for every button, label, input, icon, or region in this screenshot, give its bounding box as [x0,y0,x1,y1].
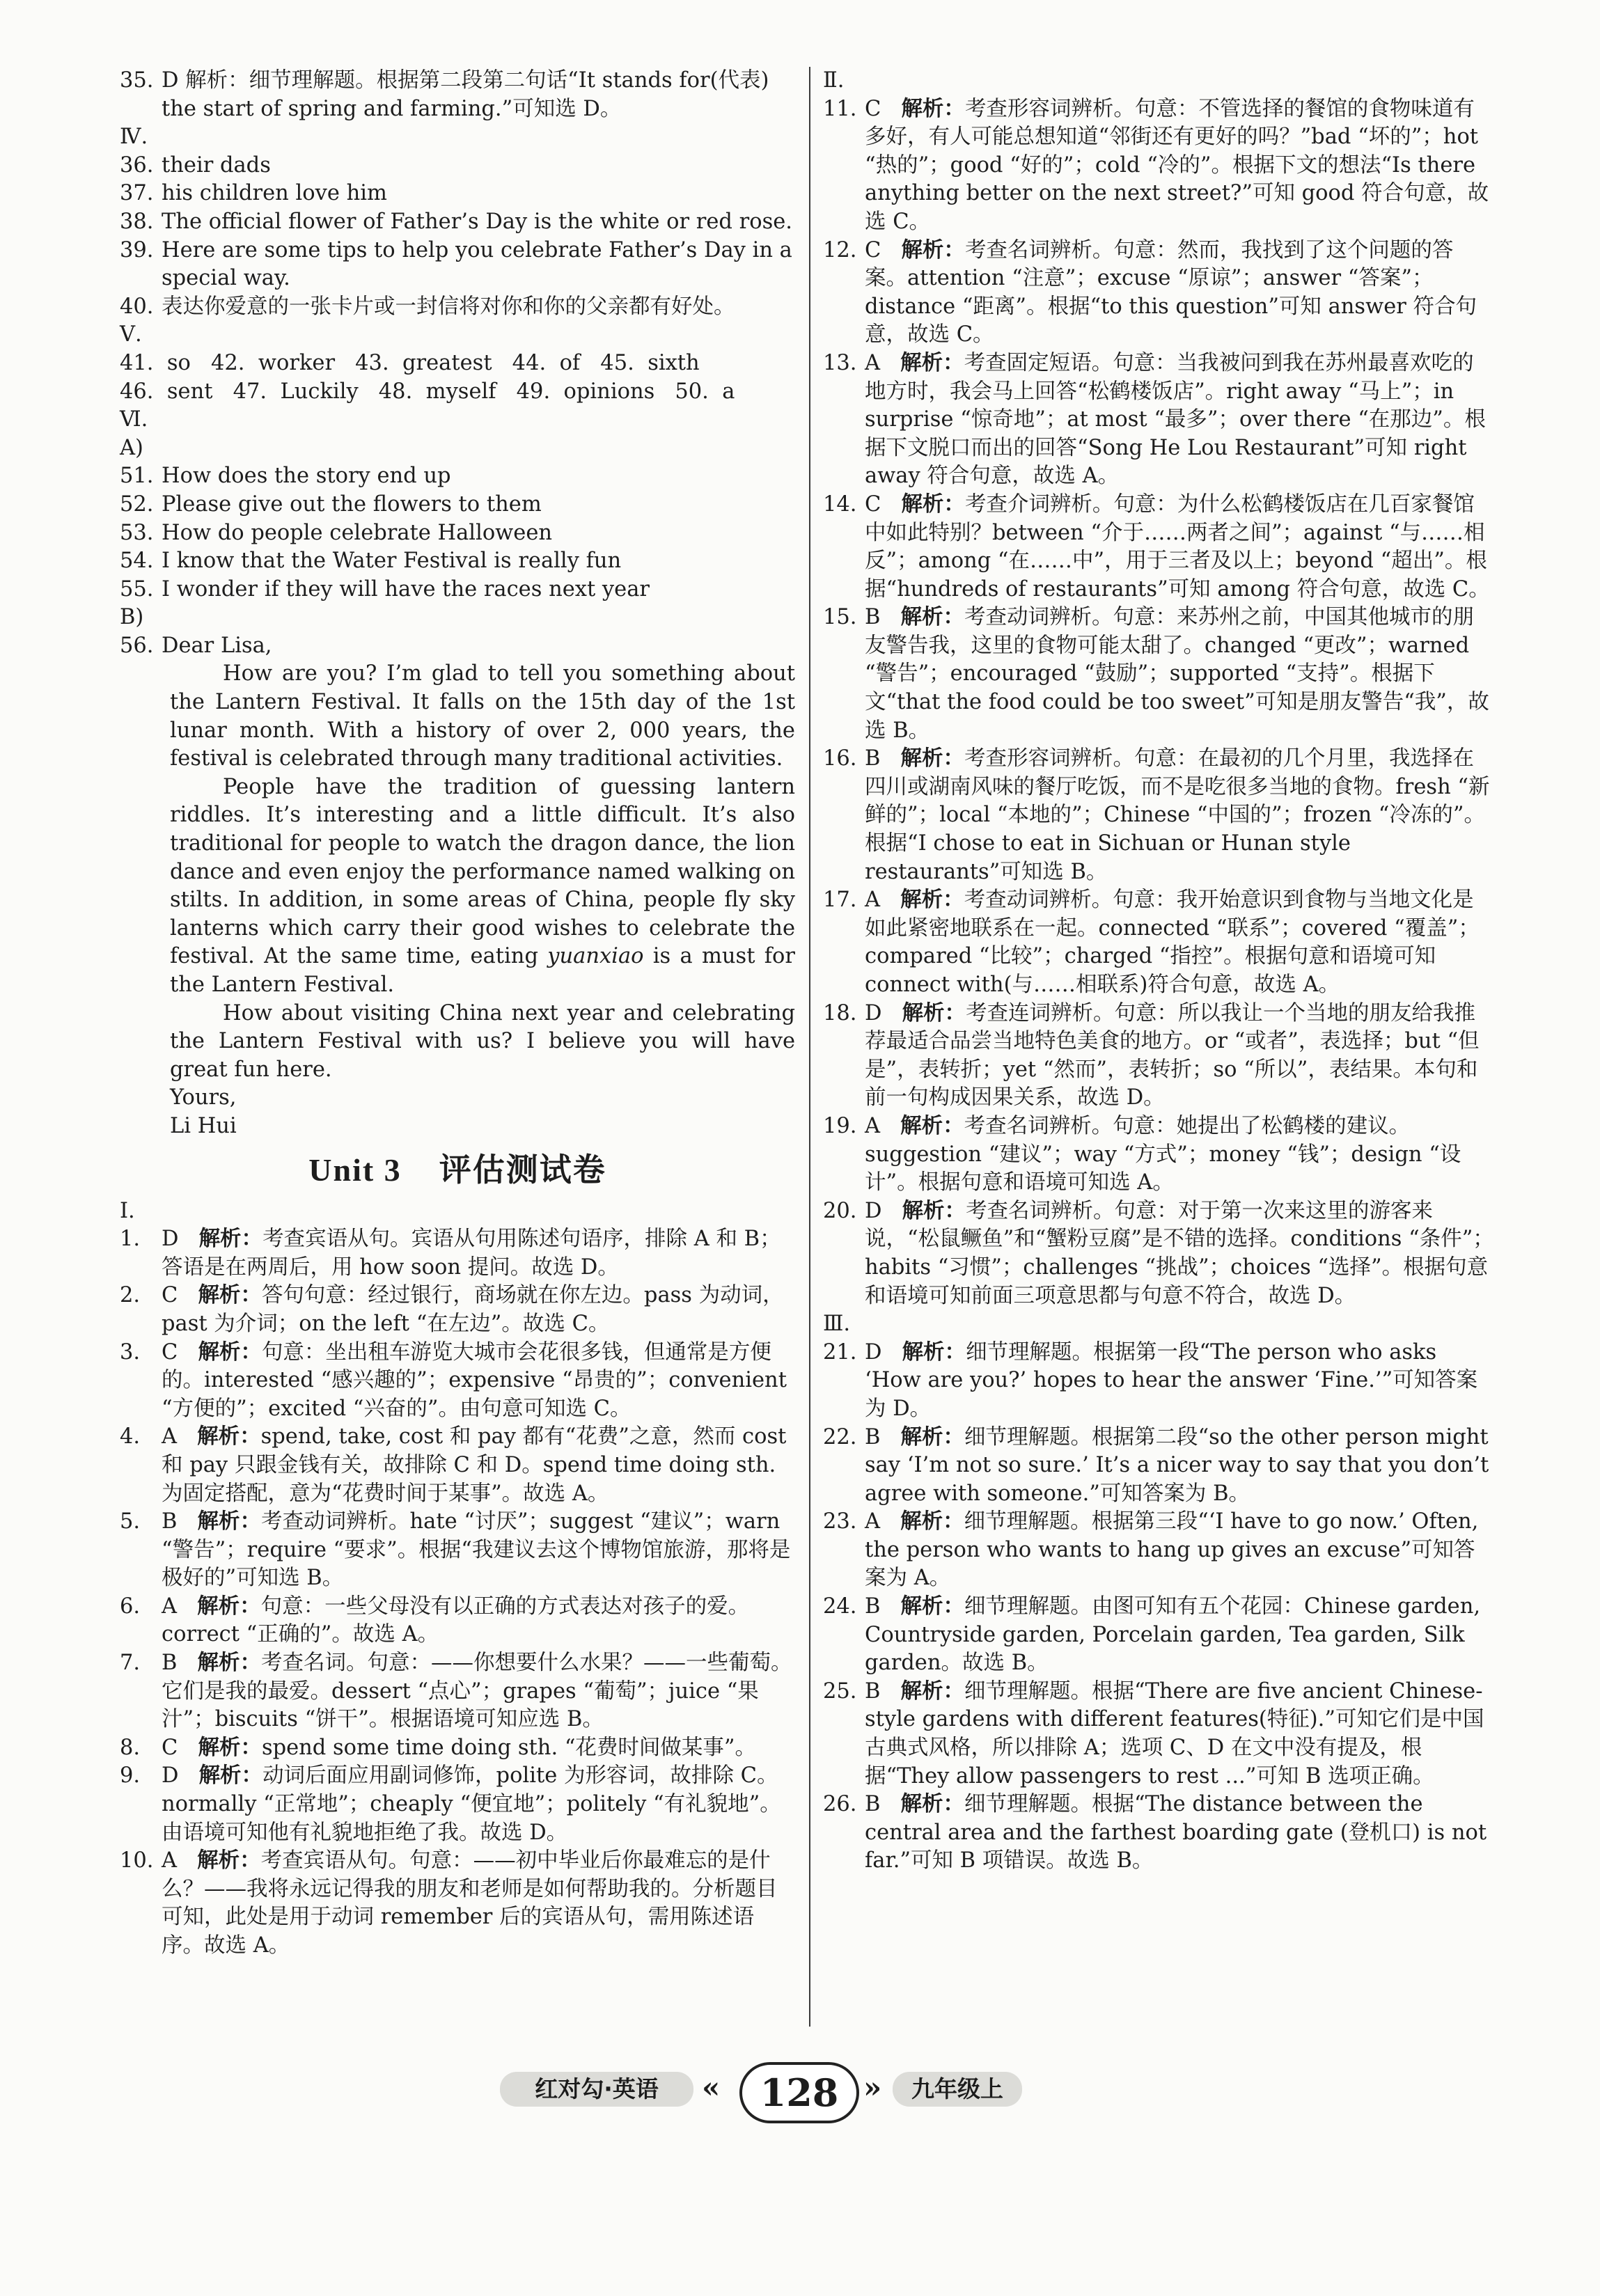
section-heading: Ⅳ. [120,125,148,150]
answer-explanation [120,1734,795,1763]
unit-title-en: Unit 3 [308,1151,402,1188]
letter-greeting: Dear Lisa, [162,633,272,658]
explanation-text: 考查形容词辨析。句意：在最初的几个月里，我选择在四川或湖南风味的餐厅吃饭，而不是吃很多当地的食物。fresh “新鲜的”；local “本地的”；Chinese “中国的”；frozen “冷冻的”。根据“I chose to eat in Sichuan or Hunan style restaurants”可知选 B。 [865,746,1490,884]
answer-number: 11. [823,96,857,121]
letter-body [120,660,795,1140]
answer-text: D 解析：细节理解题。根据第二段第二句话“It stands for(代表) the start of spring and farming.”可知选 D。 [162,68,769,121]
answer-choice: B [865,605,881,630]
section-heading: Ⅵ. [120,407,148,432]
answer-choice: B [865,1678,881,1704]
answer-number: 37. [120,181,154,206]
explanation-label: 解析： [197,1651,262,1676]
explanation-label: 解析： [197,1509,262,1534]
answer-35 [120,67,795,123]
answer-text: Here are some tips to help you celebrate Father’s Day in a special way. [162,237,792,291]
answer-52 [120,491,795,519]
answer-choice: C [162,1339,178,1365]
answer-number: 25. [823,1678,857,1704]
answer-number: 9. [120,1763,141,1788]
unit-title-cn: 评估测试卷 [439,1150,606,1188]
explanation-text: 句意：一些父母没有以正确的方式表达对孩子的爱。correct “正确的”。故选 A。 [162,1594,750,1647]
subsection-heading: B) [120,605,144,630]
explanation-label: 解析： [901,492,965,517]
answer-number: 17. [823,888,857,913]
answer-choice: D [865,1000,882,1025]
explanation-text: 考查名词辨析。句意：对于第一次来这里的游客来说，“松鼠鳜鱼”和“蟹粉豆腐”是不错的选择。conditions “条件”；habits “习惯”；challenges “挑战”；choices “选择”。根据句意和语境可知前面三项意思都与句意不符合，故选 D。 [865,1198,1494,1308]
answer-55 [120,576,795,604]
answer-number: 8. [120,1735,141,1760]
answer-number: 1. [120,1227,141,1252]
answer-explanation [823,1678,1495,1791]
explanation-label: 解析： [900,1509,964,1534]
answer-number: 52. [120,492,154,517]
explanation-text: 细节理解题。根据第一段“The person who asks ‘How are you?’ hopes to hear the answer ‘Fine.’”可知答案为 D。 [865,1339,1478,1421]
explanation-label: 解析： [900,746,965,771]
letter-italic-word: yuanxiao [547,944,644,969]
answer-choice: B [162,1651,178,1676]
right-column [823,67,1495,1876]
answer-choice: C [865,237,881,262]
answer-explanation [823,1508,1495,1593]
explanation-label: 解析： [901,237,965,262]
explanation-label: 解析： [901,96,965,121]
answer-choice: C [865,96,881,121]
answer-explanation [823,237,1495,349]
page-footer [0,2066,1600,2115]
answer-54 [120,547,795,576]
explanation-label: 解析： [902,1339,966,1365]
answer-choice: B [162,1509,178,1534]
answer-number: 26. [823,1792,857,1817]
answer-number: 51. [120,464,154,489]
answer-explanation [823,95,1495,237]
answer-explanation [120,1593,795,1649]
unit-title [120,1149,795,1190]
answer-explanation [823,491,1495,604]
answer-number: 10. [120,1848,154,1873]
answer-number: 15. [823,605,857,630]
explanation-text: 考查名词。句意：——你想要什么水果？——一些葡萄。它们是我的最爱。dessert “点心”；grapes “葡萄”；juice “果汁”；biscuits “饼干”。根据语境可知应选 B。 [162,1651,792,1732]
answer-explanation [823,1424,1495,1509]
explanation-label: 解析： [900,1113,964,1138]
explanation-label: 解析： [198,1283,262,1308]
explanation-label: 解析： [900,1594,965,1619]
answer-number: 55. [120,576,154,601]
answer-choice: B [865,1792,881,1817]
letter-closing: Yours, [170,1085,237,1110]
answer-number: 20. [823,1198,857,1223]
answer-number: 18. [823,1000,857,1025]
section-heading: Ⅴ. [120,322,142,347]
answer-explanation [823,1112,1495,1197]
answer-number: 38. [120,209,154,234]
answer-choice: B [865,1424,881,1449]
answer-explanation [823,886,1495,999]
answer-choice: A [162,1848,178,1873]
answer-40 [120,293,795,322]
explanation-text: 考查宾语从句。句意：——初中毕业后你最难忘的是什么？——我将永远记得我的朋友和老师是如何帮助我的。分析题目可知，此处是用于动词 remember 后的宾语从句，需用陈述语序。故选 A。 [162,1848,778,1958]
explanation-label: 解析： [900,1424,965,1449]
answer-explanation [823,1593,1495,1678]
chevron-right-icon: » [863,2070,882,2105]
explanation-label: 解析： [197,1424,261,1449]
answer-number: 5. [120,1509,141,1534]
section-heading: Ⅱ. [823,68,845,93]
answer-explanation [120,1847,795,1960]
answer-text: their dads [162,152,271,178]
answer-explanation [823,745,1495,886]
answer-number: 21. [823,1339,857,1365]
answer-51 [120,462,795,491]
explanation-text: 考查名词辨析。句意：她提出了松鹤楼的建议。suggestion “建议”；way “方式”；money “钱”；design “设计”。根据句意和语境可知选 A。 [865,1113,1461,1195]
page-number: 128 [739,2062,859,2123]
explanation-text: spend some time doing sth. “花费时间做某事”。 [261,1735,757,1760]
explanation-label: 解析： [900,1792,965,1817]
answer-text: How does the story end up [162,464,451,489]
explanation-text: 动词后面应用副词修饰，polite 为形容词，故排除 C。normally “正常地”；cheaply “便宜地”；politely “有礼貌地”。由语境可知他有礼貌地拒绝了我。故选 D。 [162,1763,781,1845]
explanation-label: 解析： [198,1763,263,1788]
answer-37 [120,180,795,208]
answer-explanation [823,349,1495,491]
answer-explanation [120,1282,795,1338]
answer-number: 23. [823,1509,857,1534]
answer-53 [120,519,795,548]
answer-choice: A [865,1509,881,1534]
letter-text: is a must for the Lantern Festival. [170,944,795,997]
answer-number: 6. [120,1594,141,1619]
explanation-text: 细节理解题。根据“The distance between the central area and the farthest boarding gate (登机口) is not far.”可知 B 项错误。故选 B。 [865,1792,1487,1873]
answer-number: 24. [823,1594,857,1619]
answer-explanation [120,1225,795,1282]
answer-text: I wonder if they will have the races next year [162,576,650,601]
answer-number: 2. [120,1283,141,1308]
explanation-label: 解析： [198,1227,263,1252]
answer-choice: B [865,1594,881,1619]
answer-text: How do people celebrate Halloween [162,520,553,545]
answer-36 [120,152,795,180]
explanation-text: 细节理解题。根据第三段“‘I have to go now.’ Often, the person who wants to hang up gives an excuse”可知答案为 A。 [865,1509,1479,1591]
answer-choice: A [865,888,881,913]
answer-number: 39. [120,237,154,262]
answer-number: 13. [823,350,857,375]
answer-39 [120,237,795,293]
answer-choice: C [865,492,881,517]
answer-number: 14. [823,492,857,517]
explanation-text: 考查动词辨析。句意：来苏州之前，中国其他城市的朋友警告我，这里的食物可能太甜了。changed “更改”；warned “警告”；encouraged “鼓励”；supported “支持”。根据下文“that the food could be too sweet”可知是朋友警告“我”，故选 B。 [865,605,1489,743]
answer-number: 16. [823,746,857,771]
answer-explanation [823,1000,1495,1112]
explanation-text: 句意：坐出租车游览大城市会花很多钱，但通常是方便的。interested “感兴趣的”；expensive “昂贵的”；convenient “方便的”；excited “兴奋的”。由句意可知选 C。 [162,1339,787,1421]
chevron-left-icon: « [702,2070,721,2105]
explanation-label: 解析： [900,605,965,630]
explanation-text: 考查形容词辨析。句意：不管选择的餐馆的食物味道有多好，有人可能总想知道“邻街还有更好的吗？”bad “坏的”；hot “热的”；good “好的”；cold “冷的”。根据下文的想法“Is there anything better on the next street?”可知 good 符合句意，故选 C。 [865,96,1489,234]
explanation-text: 考查介词辨析。句意：为什么松鹤楼饭店在几百家餐馆中如此特别？between “介于……两者之间”；against “与……相反”；among “在……中”，用于三者及以上；beyond “超出”。根据“hundreds of restaurants”可知 among 符合句意，故选 C。 [865,492,1490,601]
subsection-heading: A) [120,435,143,460]
answer-choice: D [865,1198,882,1223]
column-divider [809,67,810,2027]
answer-text: The official flower of Father’s Day is the white or red rose. [162,209,792,234]
explanation-text: 考查固定短语。句意：当我被问到我在苏州最喜欢吃的地方时，我会马上回答“松鹤楼饭店”。right away “马上”；in surprise “惊奇地”；at most “最多”；over there “在那边”。根据下文脱口而出的回答“Song He Lou Restaurant”可知 right away 符合句意，故选 A。 [865,350,1486,489]
answer-list [120,1225,795,1960]
answer-number: 22. [823,1424,857,1449]
section-heading: Ⅰ. [120,1198,135,1223]
answer-text: I know that the Water Festival is really fun [162,549,622,574]
letter-paragraph-2 [170,773,795,1000]
explanation-text: 考查动词辨析。hate “讨厌”；suggest “建议”；warn “警告”；require “要求”。根据“我建议去这个博物馆旅游，那将是极好的”可知选 B。 [162,1509,791,1591]
explanation-text: 考查动词辨析。句意：我开始意识到食物与当地文化是如此紧密地联系在一起。connected “联系”；covered “覆盖”；compared “比较”；charged “指控”。根据句意和语境可知 connect with(与……相联系)符合句意，故选 A。 [865,888,1480,997]
answer-text: 表达你爱意的一张卡片或一封信将对你和你的父亲都有好处。 [162,294,735,319]
answer-text: Please give out the flowers to them [162,492,542,517]
explanation-label: 解析： [900,1678,965,1704]
answer-choice: A [162,1594,178,1619]
left-column [120,67,795,1960]
section-heading: Ⅲ. [823,1312,851,1337]
answer-explanation [823,1197,1495,1310]
explanation-text: 细节理解题。由图可知有五个花园：Chinese garden, Countryside garden, Porcelain garden, Tea garden, Silk garden。故选 B。 [865,1594,1481,1676]
answer-number: 35. [120,68,154,93]
answer-number: 54. [120,549,154,574]
answer-38 [120,208,795,237]
answer-explanation [120,1508,795,1593]
grade-badge: 九年级上 [893,2072,1022,2107]
answer-explanation [120,1762,795,1847]
explanation-label: 解析： [900,350,964,375]
explanation-label: 解析： [197,1848,261,1873]
answer-number: 12. [823,237,857,262]
book-title-badge: 红对勾·英语 [500,2072,693,2107]
answer-choice: B [865,746,881,771]
answer-choice: D [162,1763,179,1788]
answer-text: his children love him [162,181,387,206]
explanation-label: 解析： [198,1339,262,1365]
answer-56 [120,632,795,661]
letter-text: People have the tradition of guessing lantern riddles. It’s interesting and a little difficult. It’s also traditional for people to watch the dragon dance, the lion dance and even enjoy the performance named walking on stilts. In addition, in some areas of China, people fly sky lanterns which carry their good wishes to celebrate the festival. At the same time, eating [170,774,795,969]
answer-number: 19. [823,1113,857,1138]
explanation-text: 考查宾语从句。宾语从句用陈述句语序，排除 A 和 B；答语是在两周后，用 how soon 提问。故选 D。 [162,1227,781,1280]
explanation-text: 答句句意：经过银行，商场就在你左边。pass 为动词，past 为介词；on the left “在左边”。故选 C。 [162,1283,784,1336]
answer-row-46-50: 46. sent 47. Luckily 48. myself 49. opinions 50. a [120,379,735,404]
answer-choice: A [865,350,881,375]
answer-choice: A [162,1424,178,1449]
answer-row-41-45: 41. so 42. worker 43. greatest 44. of 45. sixth [120,350,700,375]
explanation-label: 解析： [902,1198,966,1223]
letter-paragraph-1: How are you? I’m glad to tell you something about the Lantern Festival. It falls on the 15th day of the 1st lunar month. With a history of over 2, 000 years, the festival is celebrated through many traditional activities. [170,661,795,771]
explanation-text: spend, take, cost 和 pay 都有“花费”之意，然而 cost 和 pay 只跟金钱有关，故排除 C 和 D。spend time doing sth. 为固定搭配，意为“花费时间于某事”。故选 A。 [162,1424,787,1506]
answer-choice: C [162,1735,178,1760]
answer-choice: D [162,1227,179,1252]
answer-number: 40. [120,294,154,319]
answer-number: 3. [120,1339,141,1365]
answer-explanation [823,604,1495,745]
letter-signature: Li Hui [170,1113,237,1138]
explanation-label: 解析： [900,888,964,913]
explanation-text: 细节理解题。根据“There are five ancient Chinese-style gardens with different features(特征).”可知它们是中国古典式风格，所以排除 A；选项 C、D 在文中没有提及，根据“They allow passengers to rest ...”可知 B 选项正确。 [865,1678,1484,1788]
answer-list [823,1339,1495,1876]
answer-explanation [120,1339,795,1424]
answer-number: 7. [120,1651,141,1676]
explanation-label: 解析： [197,1594,261,1619]
answer-number: 56. [120,633,154,658]
answer-explanation [120,1649,795,1734]
explanation-text: 考查名词辨析。句意：然而，我找到了这个问题的答案。attention “注意”；excuse “原谅”；answer “答案”；distance “距离”。根据“to this question”可知 answer 符合句意，故选 C。 [865,237,1477,347]
explanation-label: 解析： [198,1735,262,1760]
answer-choice: D [865,1339,882,1365]
answer-explanation [823,1339,1495,1424]
answer-explanation [120,1423,795,1508]
answer-number: 53. [120,520,154,545]
explanation-text: 细节理解题。根据第二段“so the other person might say ‘I’m not so sure.’ It’s a nicer way to say that you don’t agree with someone.”可知答案为 B。 [865,1424,1489,1506]
answer-list [823,95,1495,1311]
explanation-label: 解析： [902,1000,966,1025]
answer-number: 4. [120,1424,141,1449]
explanation-text: 考查连词辨析。句意：所以我让一个当地的朋友给我推荐最适合品尝当地特色美食的地方。or “或者”，表选择；but “但是”，表转折；yet “然而”，表转折；so “所以”，表结果。本句和前一句构成因果关系，故选 D。 [865,1000,1480,1110]
answer-choice: C [162,1283,178,1308]
answer-choice: A [865,1113,881,1138]
letter-paragraph-3: How about visiting China next year and celebrating the Lantern Festival with us? I believe you will have great fun here. [170,1000,795,1082]
answer-number: 36. [120,152,154,178]
answer-explanation [823,1791,1495,1876]
